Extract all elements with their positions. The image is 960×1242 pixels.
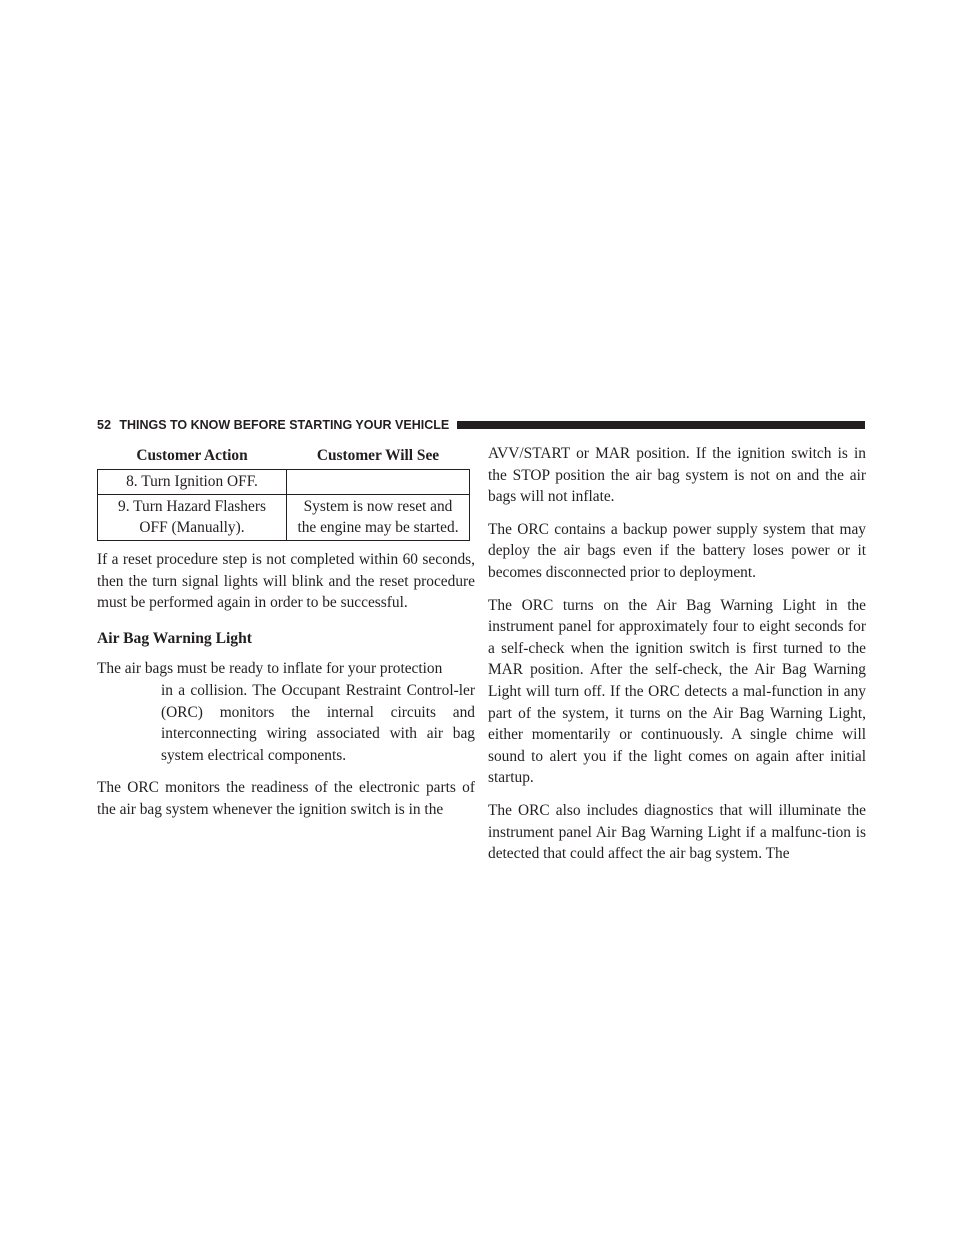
table-cell: System is now reset and the engine may be started. — [287, 495, 470, 541]
orc-readiness-paragraph: The ORC monitors the readiness of the electronic parts of the air bag system whenever the ignition switch is in the — [97, 779, 475, 818]
table-cell: 9. Turn Hazard Flashers OFF (Manually). — [98, 495, 287, 541]
table-cell: 8. Turn Ignition OFF. — [98, 470, 287, 495]
air-bag-intro-first-line: The air bags must be ready to inflate for your protection — [97, 660, 443, 678]
left-column — [97, 443, 475, 832]
reset-timeout-paragraph: If a reset procedure step is not completed within 60 seconds, then the turn signal lights will blink and the reset procedure must be performed again in order to be successful. — [97, 551, 475, 612]
reset-procedure-table — [97, 443, 470, 541]
table-row — [98, 495, 470, 541]
header-rule — [457, 421, 865, 429]
table-header-row — [98, 443, 470, 470]
right-column — [488, 443, 866, 876]
column-header: Customer Action — [98, 443, 287, 470]
air-bag-warning-heading: Air Bag Warning Light — [97, 629, 252, 647]
table-row — [98, 470, 470, 495]
backup-power-paragraph: The ORC contains a backup power supply system that may deploy the air bags even if the battery loses power or it becomes disconnected prior to deployment. — [488, 520, 866, 581]
column-header: Customer Will See — [287, 443, 470, 470]
ignition-position-paragraph: AVV/START or MAR position. If the ignition switch is in the STOP position the air bag system is not on and the air bags will not inflate. — [488, 445, 866, 506]
section-title: THINGS TO KNOW BEFORE STARTING YOUR VEHICLE — [119, 418, 450, 432]
table-cell — [287, 470, 470, 495]
page-number: 52 — [97, 418, 112, 432]
air-bag-intro-continued: in a collision. The Occupant Restraint Control-ler (ORC) monitors the internal circuits and interconnecting wiring associated with air bag system electrical components. — [161, 681, 475, 764]
self-check-paragraph: The ORC turns on the Air Bag Warning Light in the instrument panel for approximately four to eight seconds for a self-check when the ignition switch is first turned to the MAR position. After the self-check, the Air Bag Warning Light will turn off. If the ORC detects a mal-function in any part of the system, it turns on the Air Bag Warning Light, either momentarily or continuously. A single chime will sound to alert you if the light comes on again after initial startup. — [488, 596, 866, 787]
page-header — [97, 416, 865, 434]
diagnostics-paragraph: The ORC also includes diagnostics that will illuminate the instrument panel Air Bag Warning Light if a malfunc-tion is detected that could affect the air bag system. The — [488, 801, 866, 863]
